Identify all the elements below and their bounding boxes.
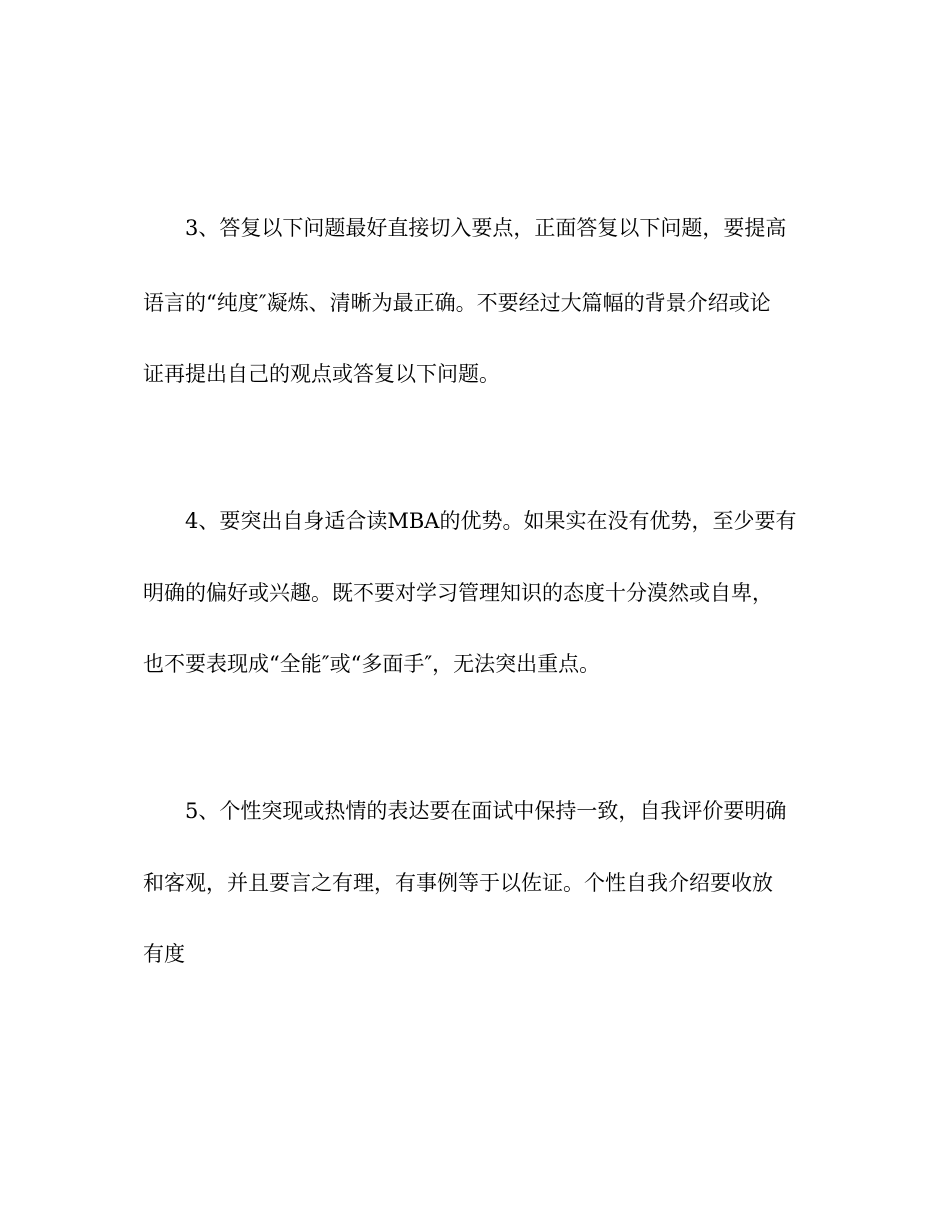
paragraph-line: 证再提出自己的观点或答复以下问题。 (143, 362, 500, 386)
paragraph-line: 4、要突出自身适合读MBA的优势。如果实在没有优势，至少要有 (185, 509, 797, 533)
paragraph-line: 也不要表现成“全能″或“多面手″，无法突出重点。 (143, 652, 601, 676)
paragraph-line: 5、个性突现或热情的表达要在面试中保持一致，自我评价要明确 (185, 799, 787, 823)
paragraph-line: 和客观，并且要言之有理，有事例等于以佐证。个性自我介绍要收放 (143, 871, 773, 895)
paragraph-line: 有度 (143, 942, 185, 966)
paragraph-line: 语言的“纯度″凝炼、清晰为最正确。不要经过大篇幅的背景介绍或论 (143, 291, 771, 315)
paragraph-line: 明确的偏好或兴趣。既不要对学习管理知识的态度十分漠然或自卑， (143, 581, 773, 605)
paragraph-line: 3、答复以下问题最好直接切入要点，正面答复以下问题，要提高 (185, 216, 787, 240)
